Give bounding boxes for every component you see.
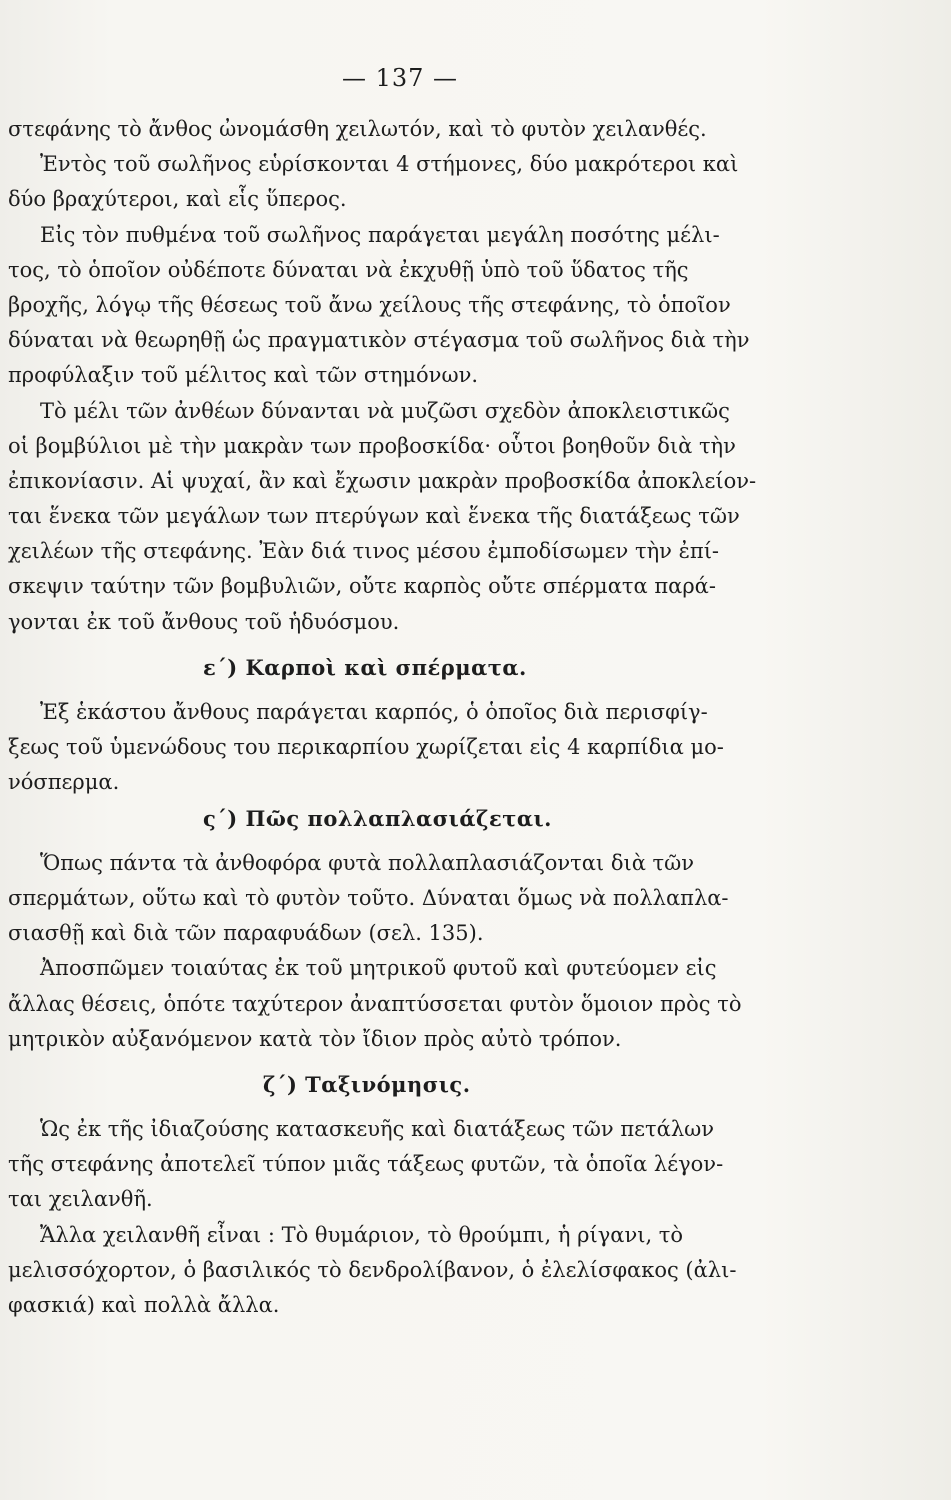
- text-line: σπερμάτων, οὕτω καὶ τὸ φυτὸν τοῦτο. Δύναται ὅμως νὰ πολλαπλα-: [8, 885, 729, 910]
- text-line: ται χειλανθῆ.: [8, 1187, 153, 1212]
- text-line: σιασθῇ καὶ διὰ τῶν παραφυάδων (σελ. 135).: [8, 921, 484, 946]
- text-line: γονται ἐκ τοῦ ἄνθους τοῦ ἡδυόσμου.: [8, 609, 400, 634]
- text-line: στεφάνης τὸ ἄνθος ὠνομάσθη χειλωτόν, καὶ τὸ φυτὸν χειλανθές.: [8, 117, 707, 141]
- text-line: φασκιά) καὶ πολλὰ ἄλλα.: [8, 1293, 280, 1317]
- text-line: τῆς στεφάνης ἀποτελεῖ τύπον μιᾶς τάξεως φυτῶν, τὰ ὁποῖα λέγον-: [8, 1152, 724, 1177]
- text-line: νόσπερμα.: [8, 770, 120, 795]
- text-line: Ἐντὸς τοῦ σωλῆνος εὑρίσκονται 4 στήμονες, δύο μακρότεροι καὶ: [40, 152, 739, 177]
- text-line: οἱ βομβύλιοι μὲ τὴν μακρὰν των προβοσκίδα· οὗτοι βοηθοῦν διὰ τὴν: [8, 433, 736, 458]
- text-line: Ἄλλα χειλανθῆ εἶναι : Τὸ θυμάριον, τὸ θρούμπι, ἡ ρίγανι, τὸ: [40, 1222, 684, 1247]
- text-line: προφύλαξιν τοῦ μέλιτος καὶ τῶν στημόνων.: [8, 363, 479, 388]
- text-line: Εἰς τὸν πυθμένα τοῦ σωλῆνος παράγεται μεγάλη ποσότης μέλι-: [40, 222, 720, 247]
- text-line: ἐπικονίασιν. Αἱ ψυχαί, ἂν καὶ ἔχωσιν μακρὰν προβοσκίδα ἀποκλείον-: [8, 468, 757, 493]
- text-line: Ὅπως πάντα τὰ ἀνθοφόρα φυτὰ πολλαπλασιάζονται διὰ τῶν: [40, 850, 695, 875]
- text-line: ξεως τοῦ ὑμενώδους του περικαρπίου χωρίζεται εἰς 4 καρπίδια μο-: [8, 735, 724, 760]
- text-line: Ἐξ ἑκάστου ἄνθους παράγεται καρπός, ὁ ὁποῖος διὰ περισφίγ-: [40, 700, 708, 724]
- text-line: βροχῆς, λόγῳ τῆς θέσεως τοῦ ἄνω χείλους τῆς στεφάνης, τὸ ὁποῖον: [8, 292, 731, 317]
- section-heading: ζ΄) Ταξινόμησις.: [263, 1071, 471, 1097]
- page-text: [8, 112, 788, 1323]
- page-number: — 137 —: [341, 64, 459, 92]
- section-heading: ς΄) Πῶς πολλαπλασιάζεται.: [203, 805, 552, 831]
- section-heading: ε΄) Καρποὶ καὶ σπέρματα.: [203, 654, 527, 680]
- text-line: ται ἕνεκα τῶν μεγάλων των πτερύγων καὶ ἕνεκα τῆς διατάξεως τῶν: [8, 504, 740, 529]
- text-line: δύναται νὰ θεωρηθῇ ὡς πραγματικὸν στέγασμα τοῦ σωλῆνος διὰ τὴν: [8, 328, 750, 353]
- text-line: ἄλλας θέσεις, ὁπότε ταχύτερον ἀναπτύσσεται φυτὸν ὅμοιον πρὸς τὸ: [8, 991, 742, 1016]
- text-line: μελισσόχορτον, ὁ βασιλικός τὸ δενδρολίβανον, ὁ ἐλελίσφακος (ἀλι-: [8, 1257, 737, 1282]
- text-line: Ἀποσπῶμεν τοιαύτας ἐκ τοῦ μητρικοῦ φυτοῦ καὶ φυτεύομεν εἰς: [40, 956, 717, 981]
- text-line: χειλέων τῆς στεφάνης. Ἐὰν διά τινος μέσου ἐμποδίσωμεν τὴν ἐπί-: [8, 539, 720, 564]
- text-line: δύο βραχύτεροι, καὶ εἷς ὕπερος.: [8, 187, 347, 212]
- text-line: τος, τὸ ὁποῖον οὐδέποτε δύναται νὰ ἐκχυθῇ ὑπὸ τοῦ ὕδατος τῆς: [8, 257, 689, 282]
- text-line: Ὡς ἐκ τῆς ἰδιαζούσης κατασκευῆς καὶ διατάξεως τῶν πετάλων: [40, 1117, 715, 1142]
- text-line: Τὸ μέλι τῶν ἀνθέων δύνανται νὰ μυζῶσι σχεδὸν ἀποκλειστικῶς: [40, 398, 730, 423]
- text-line: μητρικὸν αὐξανόμενον κατὰ τὸν ἴδιον πρὸς αὐτὸ τρόπον.: [8, 1026, 622, 1051]
- text-line: σκεψιν ταύτην τῶν βομβυλιῶν, οὔτε καρπὸς οὔτε σπέρματα παρά-: [8, 574, 716, 599]
